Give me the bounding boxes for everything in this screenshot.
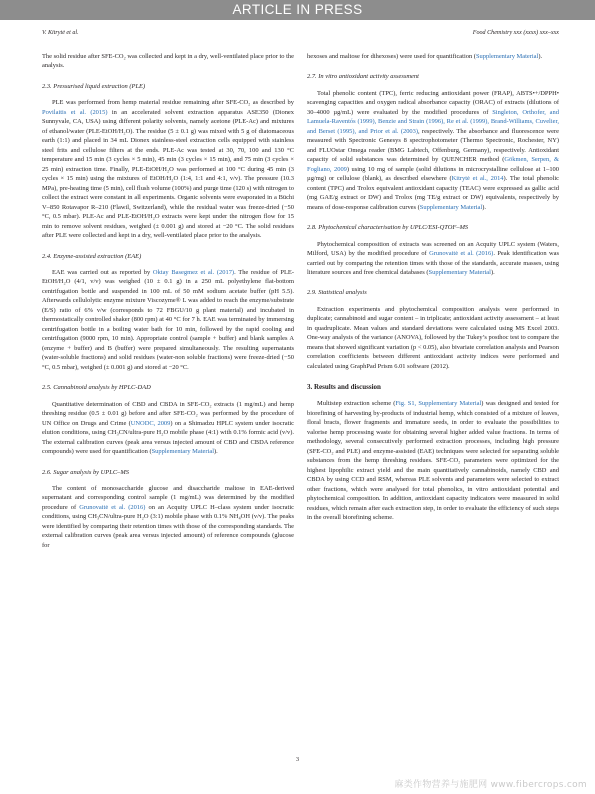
citation-link[interactable]: Singleton, Orthofer, and Lamuela-Raventós (1999), Benzie and Strain (1996), Re et al. (1999), Brand-Williams, Cuvelier, and Berset (1995), and Prior et al. (2003) bbox=[307, 108, 559, 135]
paragraph-text: The content of monosaccharide glucose and disaccharide maltose in EAE-derived supernatant and corresponding control sample (1 mg/mL) was determined by the modified procedure of bbox=[42, 484, 294, 511]
paragraph-text: Total phenolic content (TPC), ferric reducing antioxidant power (FRAP), ABTS•+/DPPH• scavenging capacities and oxygen radical absorbance capacity (ORAC) of extracts (dilutions of 30–4000 µg/mL) were evaluated by the modified procedures of bbox=[307, 89, 559, 116]
citation-link[interactable]: Oktay Basegmez et al. (2017) bbox=[152, 268, 235, 276]
citation-link[interactable]: Grunovaitė et al. (2016) bbox=[429, 250, 494, 258]
section-heading: 2.3. Pressurised liquid extraction (PLE) bbox=[42, 82, 146, 90]
paragraph bbox=[42, 98, 294, 240]
paragraph-text: in an accelerated solvent extraction apparatus ASE350 (Dionex Sunnyvale, CA, USA) using different polarity solvents, namely acetone (PLE-Ac) and mixtures of ethanol/water (PLE-EtOH/H₂O). The residue (5 ± 0.1 g) was mixed with 5 g of diatomaceous earth (1:1) and placed in 34 mL Dionex stainless-steel extraction cells equipped with stainless steel frits and cellulose filters at the ends. PLE-Ac was tested at 30, 70, 100 and 130 °C temperature and 15 min (3 cycles × 5 min), 45 min (3 cycles × 15 min), and 75 min (3 cycles × 25 min) extraction time. Finally, PLE-EtOH/H₂O was performed at 100 °C during 45 min (3 cycles × 15 min) using the mixtures of EtOH/H₂O (1:4, 1:1 and 4:1, v/v). The pressure (10.3 MPa), pre-heating time (5 min), cell flush volume (100%) and purge time (120 s) with nitrogen to collect the extract were constant in all experiments. Organic solvents were evaporated in a Büchi V–850 Rotavapor R–210 (Flawil, Switzerland), while the residual water was freeze-dried (−50 °C, 0.5 mbar). PLE-Ac and PLE-EtOH/H₂O extracts were kept under the nitrogen flow for 15 min to remove solvent residues, weighed (± 0.001 g) and stored at −20 °C. The solid residues after PLE were collected and kept in a dry, well-ventilated place prior to the analysis. bbox=[42, 108, 294, 240]
paragraph-text: . Peak identification was carried out by comparing the retention times with those of the standards, accurate masses, using literature sources and free chemical databases ( bbox=[307, 250, 559, 276]
section-heading: 2.7. In vitro antioxidant activity assessment bbox=[307, 73, 419, 81]
paragraph bbox=[42, 52, 294, 71]
paragraph-text: Quantitative determination of CBD and CBDA in SFE-CO₂ extracts (1 mg/mL) and hemp threshing residue (0.5 ± 0.01 g) before and after SFE-CO₂ was performed by the procedure of UN Office on Drugs and Crime ( bbox=[42, 400, 294, 427]
citation-link[interactable]: Gökmen, Serpen, & Fogliano, 2009 bbox=[307, 156, 560, 173]
paragraph-text: ) using 10 mg of sample (solid dilutions in microcrystalline cellulose at 1–100 µg/mg) or cellulose (blank), as described elsewhere ( bbox=[307, 165, 559, 183]
paragraph-text: ). bbox=[490, 268, 495, 276]
page-number: 3 bbox=[295, 756, 300, 763]
citation-link[interactable]: Supplementary Material bbox=[475, 53, 539, 60]
citation-link[interactable]: Supplementary Material bbox=[419, 203, 483, 211]
citation-link[interactable]: Grunovaitė et al. (2016) bbox=[79, 503, 146, 511]
citation-link[interactable]: Fig. S1, Supplementary Material bbox=[395, 400, 482, 408]
paragraph bbox=[307, 240, 559, 278]
paragraph-text: EAE was carried out as reported by bbox=[52, 268, 153, 276]
paragraph bbox=[307, 305, 559, 371]
watermark: 麻类作物营养与施肥网 www.fibercrops.com bbox=[394, 780, 587, 790]
citation-link[interactable]: Kitrytė et al., 2014 bbox=[451, 175, 504, 183]
paragraph bbox=[307, 89, 559, 212]
paragraph-text: ). The total phenolic content (TPC) and Trolox equivalent antioxidant capacity (TEAC) were expressed as gallic acid (mg GAE/g extract or DW) and Trolox (mg TE/g extract or DW) equivalents, respectively by means of dose-response calibration curves ( bbox=[307, 175, 560, 211]
paragraph-text: ) was designed and tested for biorefining of harvesting by-products of industrial hemp, which consisted of a mixture of leaves, floral bracts, flower fragments and immature seeds, in order to evaluate the possibilities to valorise hemp processing waste for obtaining several higher added value fractions. In terms of methodology, several consecutively performed extraction processes, including high pressure (SFE-CO₂ and PLE) and enzyme-assisted (EAE) techniques were selected for separating soluble substances from the hemp threshing residues. SFE-CO₂ parameters were optimized for the highest lipophilic extract yield and the main quantitatively cannabinoids, namely CBD and CBDA by using CCD and RSM, whereas PLE solvents and parameters were selected to extract other fractions, which were analysed for total phenolics, in vitro antioxidant potential and phytochemical composition. In addition, antioxidant capacity indicators were measured in solid residues, which remain after each extraction step, in order to evaluate the efficiency of such steps in the overall biorefining scheme. bbox=[307, 400, 559, 522]
paragraph-text: ). bbox=[482, 203, 486, 211]
citation-link[interactable]: Supplementary Material bbox=[428, 268, 491, 276]
paragraph-text: Phytochemical composition of extracts was screened on an Acquity UPLC system (Waters, Milford, USA) by the modified procedure of bbox=[307, 240, 559, 258]
article-in-press-banner: ARTICLE IN PRESS bbox=[0, 0, 595, 20]
paragraph bbox=[42, 484, 294, 550]
section-heading: 2.4. Enzyme-assisted extraction (EAE) bbox=[42, 252, 142, 260]
paragraph-text: Multistep extraction scheme ( bbox=[317, 400, 396, 408]
paragraph-text: The solid residue after SFE-CO₂ was collected and kept in a dry, well-ventilated place prior to the analysis. bbox=[42, 53, 294, 70]
section-heading: 2.6. Sugar analysis by UPLC–MS bbox=[42, 468, 129, 476]
running-head-journal: Food Chemistry xxx (xxxx) xxx–xxx bbox=[472, 30, 559, 36]
section-heading: 2.5. Cannabinoid analysis by HPLC-DAD bbox=[42, 384, 151, 392]
paragraph-text: hexoses and maltose for dihexoses) were used for quantification ( bbox=[307, 53, 476, 60]
section-heading: 2.9. Statistical analysis bbox=[307, 289, 367, 297]
paragraph bbox=[42, 400, 294, 457]
paragraph-text: Extraction experiments and phytochemical composition analysis were performed in duplicate; cannabinoid and sugar content – in triplicate; antioxidant activity assessment – at least in quadruplicate. Mean values and standard deviations were calculated using MS Excel 2003. One-way analysis of the variance (ANOVA), followed by the Tukey’s posthoc test to compare the means that showed significant variation (p < 0.05), also bivariate correlation analysis and Pearson correlation coefficients between different antioxidant activity indices were performed and calculated using GraphPad Prism 6.01 software (2012). bbox=[307, 305, 559, 370]
citation-link[interactable]: Supplementary Material bbox=[151, 448, 214, 456]
left-column bbox=[42, 52, 294, 550]
right-column bbox=[307, 52, 559, 523]
paragraph bbox=[307, 52, 559, 61]
paragraph-text: ) on a Shimadzu HPLC system under isocratic elution conditions, using CH₃CN/ultra-pure H₂O mobile phase (4:1) with 0.1% formic acid (v/v). The external calibration curves (peak area versus injected amount of CBD and CBDA reference compounds) were used for quantification ( bbox=[42, 419, 295, 456]
citation-link[interactable]: UNODC, 2009 bbox=[130, 419, 171, 427]
section-heading: 3. Results and discussion bbox=[307, 383, 381, 392]
paragraph-text: . The residue of PLE-EtOH/H₂O (4/1, v/v) was weighed (10 ± 0.1 g) in a 250 mL polyethylene flat-bottom centrifugation bottle and suspended in 100 mL of 50 mM sodium acetate buffer (pH 5.5). Afterwards cellulolytic enzyme mixture Viscozyme® L was added to reach the enzyme/substrate (E/S) ratio of 6% v/w (corresponds to 72 FBGU/10 g plant material) and incubated in thermostatically controlled shaker (800 rpm) at 40 °C for 7 h. EAE was terminated by immersing centrifugation bottle in a boiling water bath for 10 min, followed by the rapid cooling and centrifugation (9000 rpm, 10 min). Appropriate control (sample + buffer) and blank samples A (enzyme + buffer) and B (buffer) were prepared simultaneously. The resulting supernatants (water-soluble fractions) and solid residues (water-non soluble fractions) were freeze-dried (−50 °C, 0.5 mbar), weighed (± 0.001 g) and stored at −20 °C. bbox=[42, 268, 294, 371]
paragraph-text: PLE was performed from hemp material residue remaining after SFE-CO₂ as described by bbox=[52, 99, 294, 107]
section-heading: 2.8. Phytochemical characterisation by UPLC/ESI-QTOF–MS bbox=[307, 224, 469, 232]
paragraph-text: on an Acquity UPLC H–class system under isocratic conditions, using CH₃CN/ultra-pure H₂O (3:1) mobile phase with 0.1% NH₄OH (v/v). The peaks were identified by comparing their retention times with those of the corresponding standards. The external calibration curves (peak area versus injected amount) of reference compounds (glucose for bbox=[42, 503, 294, 549]
paragraph bbox=[307, 399, 559, 522]
paragraph bbox=[42, 268, 294, 372]
paragraph-text: ). bbox=[213, 448, 218, 456]
running-head-authors: V. Kitrytė et al. bbox=[42, 30, 79, 36]
paragraph-text: , respectively. The absorbance and fluorescence were measured with Spectronic Genesys 8 spectrophotometer (Thermo Spectronic, Rochester, NY) and FLUOstar Omega reader (BMG Labtech, Offenburg, Germany), respectively. Antioxidant capacity of solid substances was determined by QUENCHER method ( bbox=[307, 127, 559, 164]
citation-link[interactable]: Povilaitis et al. (2015) bbox=[42, 108, 108, 116]
paragraph-text: ). bbox=[538, 53, 543, 60]
